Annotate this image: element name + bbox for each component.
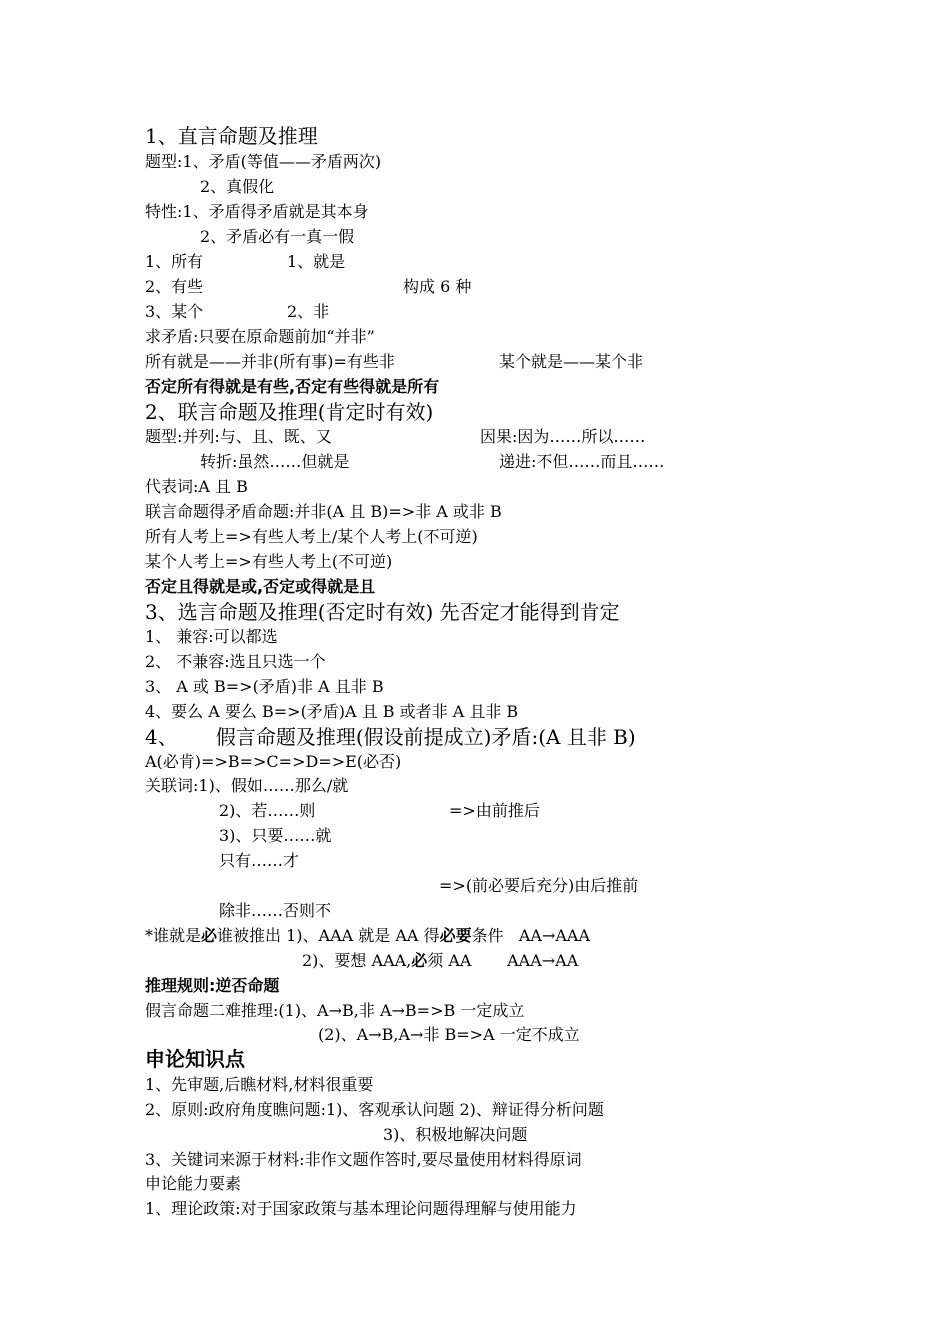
s1-types-line-1: 题型:1、矛盾(等值——矛盾两次) <box>145 152 382 171</box>
s5-line-4: 申论能力要素 <box>145 1174 242 1193</box>
s4-rule: 推理规则:逆否命题 <box>145 976 280 995</box>
s5-line-2: 2、原则:政府角度瞧问题:1)、客观承认问题 2)、辩证得分析问题 <box>145 1100 604 1119</box>
s4-want-line <box>302 951 578 971</box>
s2-example-2: 某个人考上=>有些人考上(不可逆) <box>145 552 393 571</box>
s3-line-3: 3、 A 或 B=>(矛盾)非 A 且非 B <box>145 677 384 696</box>
s2-types-c: 转折:虽然……但就是 <box>200 452 350 471</box>
s1-example-b: 某个就是——某个非 <box>499 352 644 371</box>
s4-who-post: 条件 AA→AAA <box>471 926 591 945</box>
s5-line-2b: 3)、积极地解决问题 <box>383 1125 528 1144</box>
s4-who-bold-2: 必要 <box>439 926 472 945</box>
s4-who-pre: *谁就是 <box>145 926 202 945</box>
section-2-title: 2、联言命题及推理(肯定时有效) <box>145 400 434 424</box>
section-3-title: 3、选言命题及推理(否定时有效) 先否定才能得到肯定 <box>145 600 620 624</box>
s2-types-d: 递进:不但……而且…… <box>499 452 665 471</box>
s4-who-line <box>145 926 590 946</box>
section-4-title: 4、 假言命题及推理(假设前提成立)矛盾:(A 且非 B) <box>145 725 636 749</box>
section-1-title: 1、直言命题及推理 <box>145 124 318 148</box>
s1-quant-3b: 2、非 <box>287 302 330 321</box>
s4-want-bold: 必 <box>411 951 428 970</box>
s1-quant-3a: 3、某个 <box>145 302 204 321</box>
s4-keyword-4b: =>(前必要后充分)由后推前 <box>439 876 639 895</box>
s4-who-bold: 必 <box>201 926 218 945</box>
s4-chain: A(必肯)=>B=>C=>D=>E(必否) <box>145 752 402 771</box>
s5-line-3: 3、关键词来源于材料:非作文题作答时,要尽量使用材料得原词 <box>145 1150 582 1169</box>
s1-quant-1b: 1、就是 <box>287 252 346 271</box>
s4-who-mid: 谁被推出 1)、AAA 就是 AA 得 <box>217 926 440 945</box>
s1-types-line-2: 2、真假化 <box>200 177 275 196</box>
s4-keyword-2b: =>由前推后 <box>449 801 540 820</box>
s4-keyword-5: 除非……否则不 <box>219 901 332 920</box>
s2-contradiction: 联言命题得矛盾命题:并非(A 且 B)=>非 A 或非 B <box>145 502 502 521</box>
s2-types-a: 题型:并列:与、且、既、又 <box>145 427 332 446</box>
s4-keyword-4: 只有……才 <box>219 851 300 870</box>
s4-keyword-1: 关联词:1)、假如……那么/就 <box>145 776 349 795</box>
s2-rule: 否定且得就是或,否定或得就是且 <box>145 577 376 596</box>
s4-want-pre: 2)、要想 AAA, <box>302 951 412 970</box>
s2-types-b: 因果:因为……所以…… <box>480 427 646 446</box>
s4-keyword-3: 3)、只要……就 <box>219 826 332 845</box>
s1-example-a: 所有就是——并非(所有事)=有些非 <box>145 352 395 371</box>
s1-props-line-2: 2、矛盾必有一真一假 <box>200 227 355 246</box>
s2-rep-word: 代表词:A 且 B <box>145 477 248 496</box>
s1-quant-2a: 2、有些 <box>145 277 204 296</box>
s4-keyword-2: 2)、若……则 <box>219 801 316 820</box>
s3-line-4: 4、要么 A 要么 B=>(矛盾)A 且 B 或者非 A 且非 B <box>145 702 519 721</box>
s4-dilemma-2: (2)、A→B,A→非 B=>A 一定不成立 <box>318 1025 580 1044</box>
s4-want-post: 须 AA AAA→AA <box>427 951 579 970</box>
s5-line-5: 1、理论政策:对于国家政策与基本理论问题得理解与使用能力 <box>145 1199 577 1218</box>
s1-props-line-1: 特性:1、矛盾得矛盾就是其本身 <box>145 202 369 221</box>
s2-example-1: 所有人考上=>有些人考上/某个人考上(不可逆) <box>145 527 478 546</box>
s1-quant-2c: 构成 6 种 <box>403 277 472 296</box>
s1-negation-line: 求矛盾:只要在原命题前加“并非” <box>145 327 375 346</box>
section-5-title: 申论知识点 <box>145 1047 245 1071</box>
s3-line-2: 2、 不兼容:选且只选一个 <box>145 652 326 671</box>
s3-line-1: 1、 兼容:可以都选 <box>145 627 278 646</box>
s4-dilemma-1: 假言命题二难推理:(1)、A→B,非 A→B=>B 一定成立 <box>145 1001 525 1020</box>
s5-line-1: 1、先审题,后瞧材料,材料很重要 <box>145 1075 374 1094</box>
s1-quant-1a: 1、所有 <box>145 252 204 271</box>
s1-rule: 否定所有得就是有些,否定有些得就是所有 <box>145 377 440 396</box>
